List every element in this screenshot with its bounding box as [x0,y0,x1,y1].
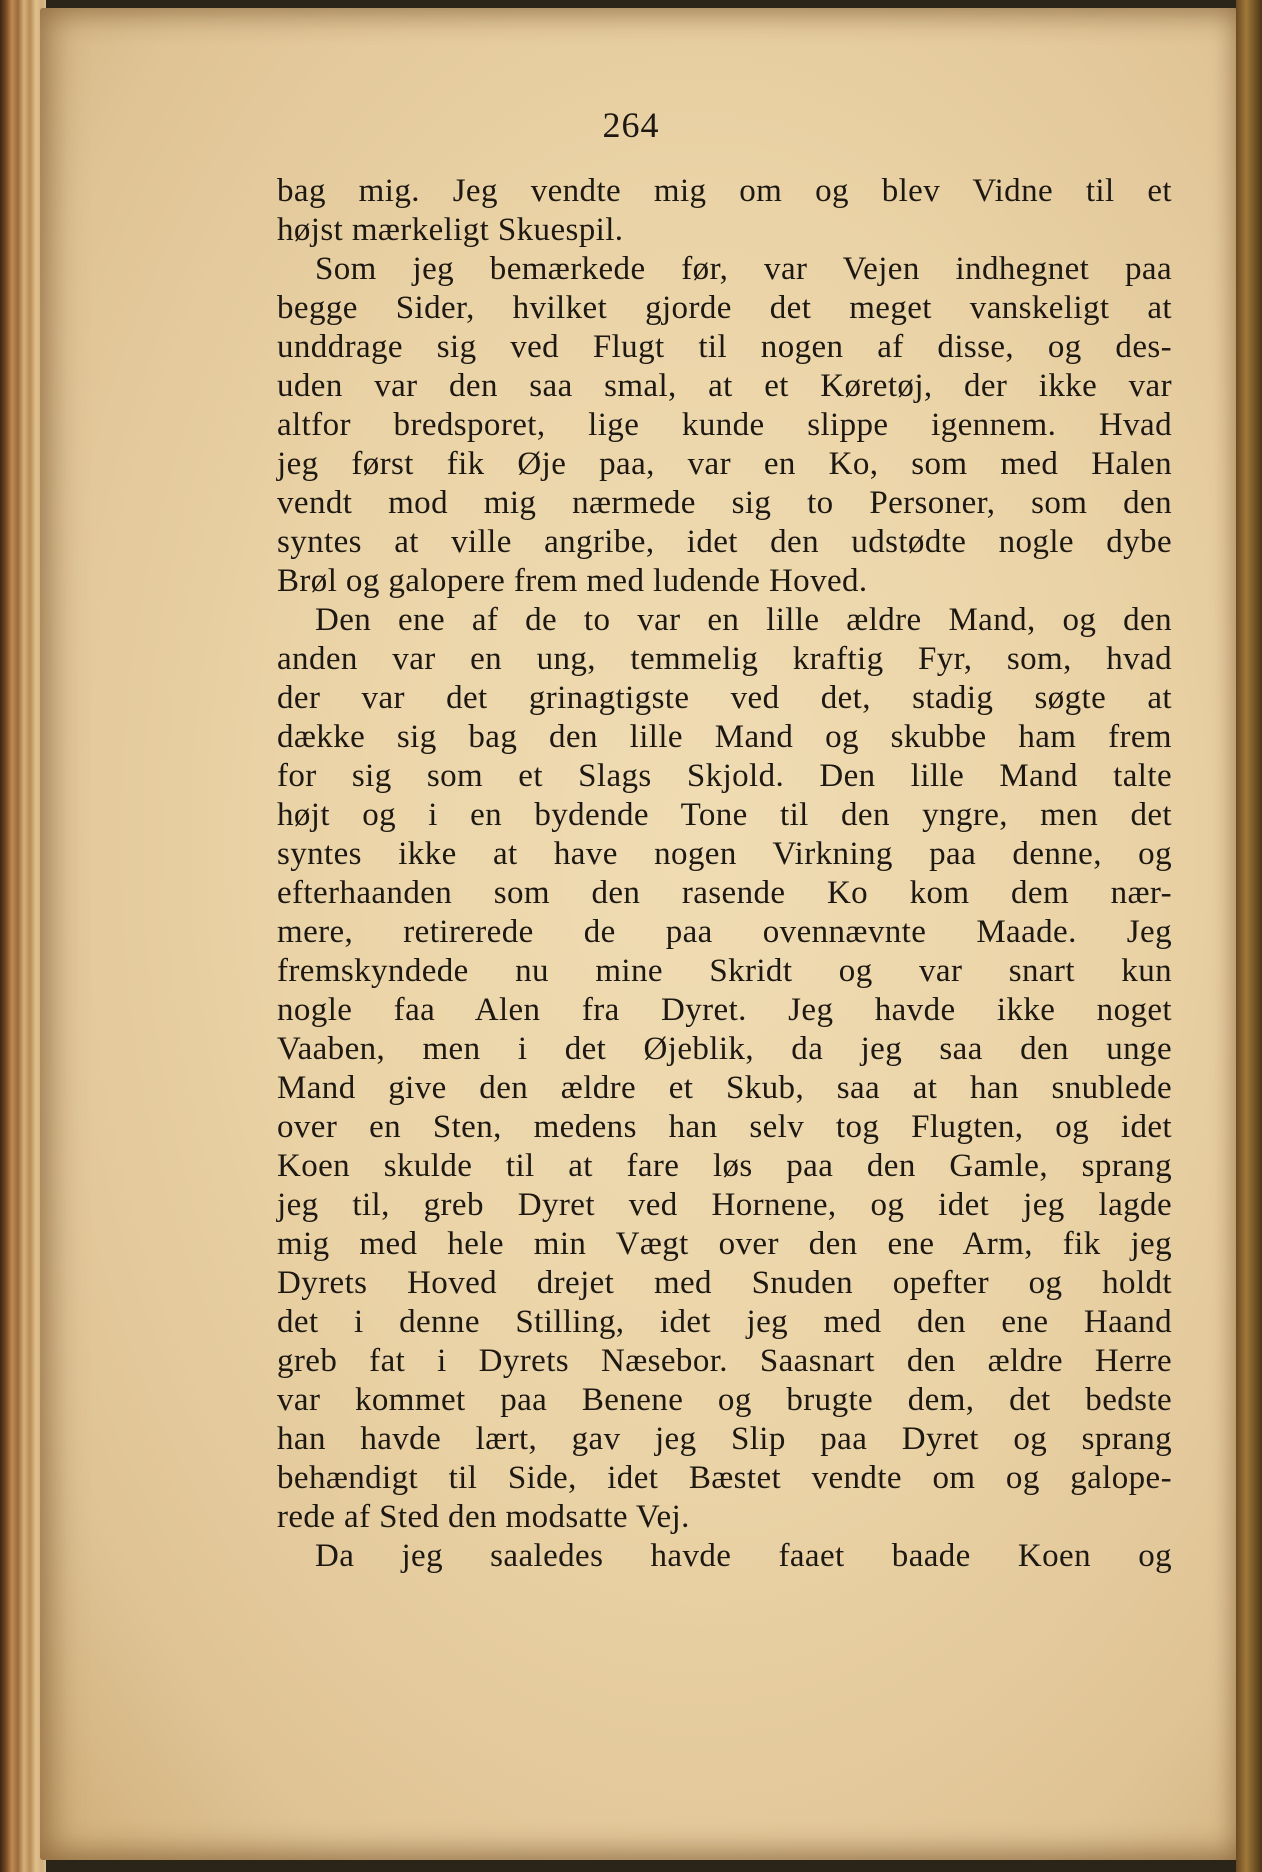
text-line: højt og i en bydende Tone til den yngre, men det [277,797,1172,833]
text-line: efterhaanden som den rasende Ko kom dem nær- [277,875,1172,911]
text-line: anden var en ung, temmelig kraftig Fyr, som, hvad [277,641,1172,677]
text-line: Dyrets Hoved drejet med Snuden opefter og holdt [277,1265,1172,1301]
text-line: Som jeg bemærkede før, var Vejen indhegnet paa [315,251,1172,287]
page-right-edge [1236,0,1262,1872]
text-line: jeg først fik Øje paa, var en Ko, som med Halen [277,446,1172,482]
page-number: 264 [602,105,660,145]
text-line: Vaaben, men i det Øjeblik, da jeg saa den unge [277,1031,1172,1067]
text-line: over en Sten, medens han selv tog Flugten, og idet [277,1109,1172,1145]
text-line: Brøl og galopere frem med ludende Hoved. [277,563,868,599]
text-line: nogle faa Alen fra Dyret. Jeg havde ikke noget [277,992,1172,1028]
text-line: Mand give den ældre et Skub, saa at han snublede [277,1070,1172,1106]
text-line: højst mærkeligt Skuespil. [277,212,624,248]
text-line: jeg til, greb Dyret ved Hornene, og idet jeg lagde [277,1187,1172,1223]
text-line: begge Sider, hvilket gjorde det meget vanskeligt at [277,290,1172,326]
text-line: rede af Sted den modsatte Vej. [277,1499,690,1535]
text-line: syntes at ville angribe, idet den udstødte nogle dybe [277,524,1172,560]
text-line: altfor bredsporet, lige kunde slippe igennem. Hvad [277,407,1172,443]
text-line: der var det grinagtigste ved det, stadig søgte at [277,680,1172,716]
text-line: han havde lært, gav jeg Slip paa Dyret og sprang [277,1421,1172,1457]
text-line: det i denne Stilling, idet jeg med den ene Haand [277,1304,1172,1340]
text-line: uden var den saa smal, at et Køretøj, der ikke var [277,368,1172,404]
text-line: for sig som et Slags Skjold. Den lille Mand talte [277,758,1172,794]
text-line: Den ene af de to var en lille ældre Mand, og den [315,602,1172,638]
text-line: unddrage sig ved Flugt til nogen af disse, og des- [277,329,1172,365]
text-line: greb fat i Dyrets Næsebor. Saasnart den ældre Herre [277,1343,1172,1379]
text-line: var kommet paa Benene og brugte dem, det bedste [277,1382,1172,1418]
text-line: mere, retirerede de paa ovennævnte Maade. Jeg [277,914,1172,950]
text-line: mig med hele min Vægt over den ene Arm, fik jeg [277,1226,1172,1262]
text-line: syntes ikke at have nogen Virkning paa denne, og [277,836,1172,872]
body-text [277,172,1172,1576]
text-line: vendt mod mig nærmede sig to Personer, som den [277,485,1172,521]
text-line: behændigt til Side, idet Bæstet vendte om og galope- [277,1460,1172,1496]
text-line: bag mig. Jeg vendte mig om og blev Vidne til et [277,173,1172,209]
text-line: Koen skulde til at fare løs paa den Gamle, sprang [277,1148,1172,1184]
text-line: Da jeg saaledes havde faaet baade Koen og [315,1538,1172,1574]
text-line: dække sig bag den lille Mand og skubbe ham frem [277,719,1172,755]
text-line: fremskyndede nu mine Skridt og var snart kun [277,953,1172,989]
